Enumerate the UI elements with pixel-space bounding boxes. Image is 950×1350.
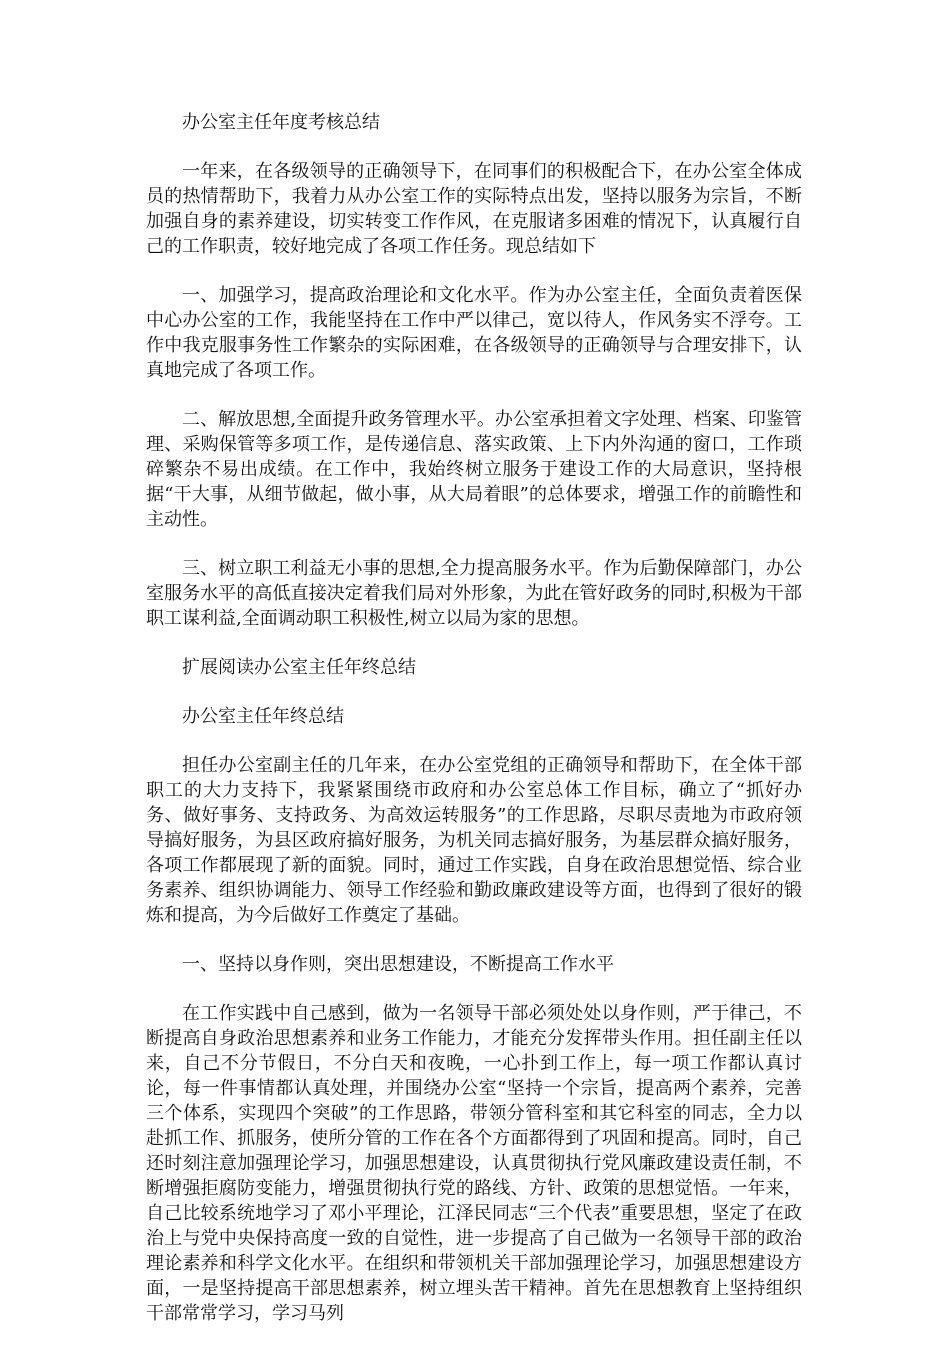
document-title: 办公室主任年度考核总结 bbox=[182, 112, 380, 133]
second-section-one-heading: 一、坚持以身作则，突出思想建设，不断提高工作水平 bbox=[182, 954, 614, 975]
section-three-paragraph: 三、树立职工利益无小事的思想,全力提高服务水平。作为后勤保障部门，办公室服务水平的高低直接决定着我们局对外形象，为此在管好政务的同时,积极为干部职工谋利益,全面调动职工积极性,树立以局为家的思想。 bbox=[146, 558, 802, 629]
second-section-one-paragraph: 在工作实践中自己感到，做为一名领导干部必须处处以身作则，严于律己，不断提高自身政治思想素养和业务工作能力，才能充分发挥带头作用。担任副主任以来，自己不分节假日，不分白天和夜晚，一心扑到工作上，每一项工作都认真讨论，每一件事情都认真处理，并围绕办公室“坚持一个宗旨，提高两个素养，完善三个体系，实现四个突破”的工作思路，带领分管科室和其它科室的同志，全力以赴抓工作、抓服务，使所分管的工作在各个方面都得到了巩固和提高。同时，自己还时刻注意加强理论学习，加强思想建设，认真贯彻执行党风廉政建设责任制，不断增强拒腐防变能力，增强贯彻执行党的路线、方针、政策的思想觉悟。一年来，自己比较系统地学习了邓小平理论，江泽民同志“三个代表”重要思想，坚定了在政治上与党中央保持高度一致的自觉性，进一步提高了自己做为一名领导干部的政治理论素养和科学文化水平。在组织和带领机关干部加强理论学习，加强思想建设方面，一是坚持提高干部思想素养，树立埋头苦干精神。首先在思想教育上坚持组织干部常常学习，学习马列 bbox=[146, 1003, 802, 1324]
section-two-paragraph: 二、解放思想,全面提升政务管理水平。办公室承担着文字处理、档案、印鉴管理、采购保管等多项工作，是传递信息、落实政策、上下内外沟通的窗口，工作琐碎繁杂不易出成绩。在工作中，我始终树立服务于建设工作的大局意识，坚持根据“干大事，从细节做起，做小事，从大局着眼”的总体要求，增强工作的前瞻性和主动性。 bbox=[146, 409, 802, 530]
extended-reading-heading: 扩展阅读办公室主任年终总结 bbox=[182, 657, 416, 678]
document-body bbox=[146, 110, 802, 1350]
intro-paragraph: 一年来，在各级领导的正确领导下，在同事们的积极配合下，在办公室全体成员的热情帮助下，我着力从办公室工作的实际特点出发，坚持以服务为宗旨，不断加强自身的素养建设，切实转变工作作风，在克服诸多困难的情况下，认真履行自己的工作职责，较好地完成了各项工作任务。现总结如下 bbox=[146, 161, 802, 257]
section-one-paragraph: 一、加强学习，提高政治理论和文化水平。作为办公室主任，全面负责着医保中心办公室的工作，我能坚持在工作中严以律己，宽以待人，作风务实不浮夸。工作中我克服事务性工作繁杂的实际困难，在各级领导的正确领导与合理安排下，认真地完成了各项工作。 bbox=[146, 285, 802, 381]
second-intro-paragraph: 担任办公室副主任的几年来，在办公室党组的正确领导和帮助下，在全体干部职工的大力支持下，我紧紧围绕市政府和办公室总体工作目标，确立了“抓好办务、做好事务、支持政务、为高效运转服务”的工作思路，尽职尽责地为市政府领导搞好服务，为县区政府搞好服务，为机关同志搞好服务，为基层群众搞好服务，各项工作都展现了新的面貌。同时，通过工作实践，自身在政治思想觉悟、综合业务素养、组织协调能力、领导工作经验和勤政廉政建设等方面，也得到了很好的锻炼和提高，为今后做好工作奠定了基础。 bbox=[146, 755, 802, 926]
second-document-title: 办公室主任年终总结 bbox=[182, 706, 344, 727]
